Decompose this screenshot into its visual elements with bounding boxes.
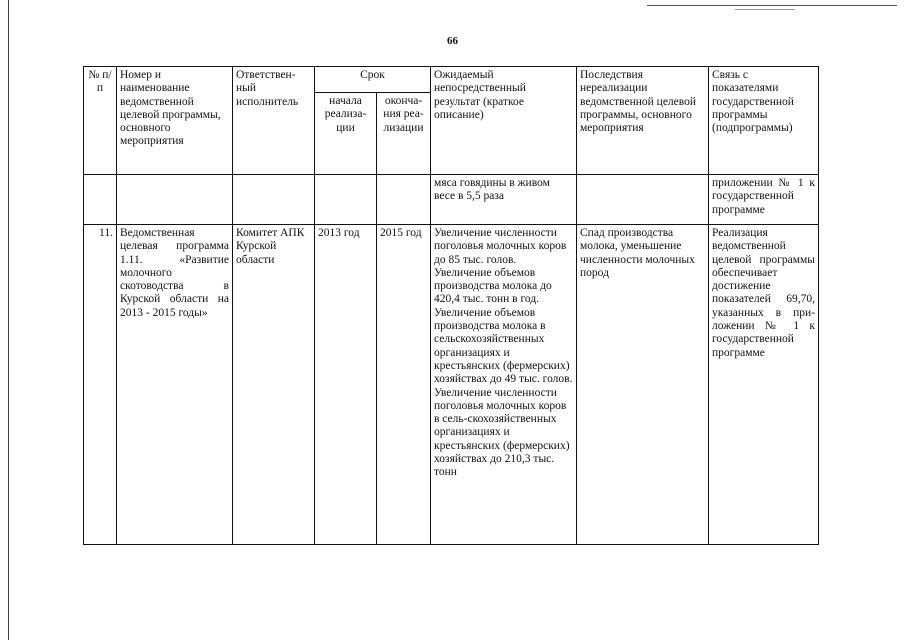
row-name: Ведомственная целевая программа 1.11. «Развитие молочного скотоводства в Курской области на 2013 - 2015 годы» (117, 225, 233, 545)
row-start (315, 175, 377, 225)
row-result: мяса говядины в живом весе в 5,5 раза (431, 175, 577, 225)
header-responsible: Ответствен-ный исполнитель (233, 67, 315, 175)
row-num: 11. (84, 225, 117, 545)
row-consequences: Спад производства молока, уменьшение численности молочных пород (577, 225, 709, 545)
header-result: Ожидаемый непосредственный результат (краткое описание) (431, 67, 577, 175)
program-table (83, 66, 819, 545)
header-name: Номер и наименование ведомственной целевой программы, основного мероприятия (117, 67, 233, 175)
table-row (84, 225, 819, 545)
row-start: 2013 год (315, 225, 377, 545)
row-result: Увеличение численности поголовья молочных коров до 85 тыс. голов. Увеличение объемов производства молока до 420,4 тыс. тонн в год. Увеличение объемов производства молока в сельскохозяйственных организациях и крестьянских (фермерских) хозяйствах до 49 тыс. голов. Увеличение численности поголовья молочных коров в сель-скохозяйственных организациях и крестьянских (фермерских) хозяйствах до 210,3 тыс. тонн (431, 225, 577, 545)
row-responsible: Комитет АПК Курской области (233, 225, 315, 545)
scan-edge-top (647, 5, 897, 6)
row-link: приложении № 1 к государственной программе (709, 175, 819, 225)
row-name (117, 175, 233, 225)
row-end: 2015 год (377, 225, 431, 545)
table-row (84, 175, 819, 225)
row-end (377, 175, 431, 225)
header-link: Связь с показателями государственной программы (подпрограммы) (709, 67, 819, 175)
header-row (84, 67, 819, 93)
header-end: оконча-ния реа-лизации (377, 93, 431, 175)
scan-edge-top-short (735, 9, 795, 10)
header-term: Срок (315, 67, 431, 93)
row-num (84, 175, 117, 225)
row-responsible (233, 175, 315, 225)
header-consequences: Последствия нереализации ведомственной целевой программы, основного мероприятия (577, 67, 709, 175)
scan-edge-left (8, 0, 9, 640)
page-number: 66 (447, 35, 458, 47)
row-consequences (577, 175, 709, 225)
header-num: № п/п (84, 67, 117, 175)
row-link: Реализация ведомственной целевой программы обеспечивает достижение показателей 69,70, указанных в при-ложении № 1 к государственной программе (709, 225, 819, 545)
header-start: начала реализа-ции (315, 93, 377, 175)
